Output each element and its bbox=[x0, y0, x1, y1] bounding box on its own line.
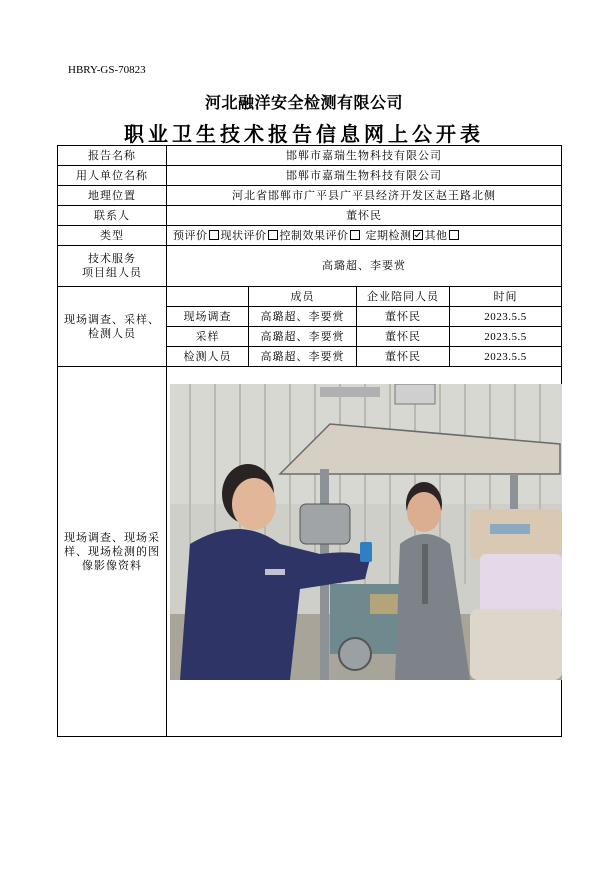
option-control-effect[interactable]: 控制效果评价 bbox=[280, 229, 362, 242]
checkbox-pre-evaluation[interactable] bbox=[209, 230, 219, 240]
type-options bbox=[167, 226, 562, 246]
survey-stage: 检测人员 bbox=[167, 347, 249, 367]
row-contact bbox=[58, 206, 562, 226]
checkbox-periodic-test-checked[interactable] bbox=[413, 230, 423, 240]
option-periodic-test[interactable]: 定期检测 bbox=[366, 229, 425, 242]
site-photo bbox=[170, 384, 562, 680]
row-employer bbox=[58, 166, 562, 186]
survey-escort: 董怀民 bbox=[357, 307, 450, 327]
survey-stage: 采样 bbox=[167, 327, 249, 347]
survey-date: 2023.5.5 bbox=[450, 327, 562, 347]
row-team bbox=[58, 246, 562, 287]
survey-header-row bbox=[58, 287, 562, 307]
checkbox-status-evaluation[interactable] bbox=[268, 230, 278, 240]
row-location bbox=[58, 186, 562, 206]
survey-col-members: 成员 bbox=[249, 287, 357, 307]
report-name-label: 报告名称 bbox=[58, 146, 167, 166]
survey-date: 2023.5.5 bbox=[450, 307, 562, 327]
photo-cell bbox=[167, 367, 562, 737]
survey-date: 2023.5.5 bbox=[450, 347, 562, 367]
type-label: 类型 bbox=[58, 226, 167, 246]
survey-members: 高璐超、李要赏 bbox=[249, 307, 357, 327]
survey-label: 现场调查、采样、检测人员 bbox=[58, 287, 167, 367]
survey-members: 高璐超、李要赏 bbox=[249, 347, 357, 367]
images-label: 现场调查、现场采样、现场检测的图像影像资料 bbox=[58, 367, 167, 737]
contact-label: 联系人 bbox=[58, 206, 167, 226]
disclosure-table bbox=[57, 145, 562, 737]
location-value: 河北省邯郸市广平县广平县经济开发区赵王路北侧 bbox=[167, 186, 562, 206]
survey-escort: 董怀民 bbox=[357, 327, 450, 347]
checkbox-control-effect[interactable] bbox=[350, 230, 360, 240]
report-name-value: 邯郸市嘉瑞生物科技有限公司 bbox=[167, 146, 562, 166]
team-value: 高璐超、李要赏 bbox=[167, 246, 562, 287]
survey-col-empty bbox=[167, 287, 249, 307]
survey-members: 高璐超、李要赏 bbox=[249, 327, 357, 347]
team-label-line2: 项目组人员 bbox=[82, 266, 142, 279]
row-images bbox=[58, 367, 562, 737]
location-label: 地理位置 bbox=[58, 186, 167, 206]
form-title: 职业卫生技术报告信息网上公开表 bbox=[124, 122, 484, 146]
employer-label: 用人单位名称 bbox=[58, 166, 167, 186]
team-label-line1: 技术服务 bbox=[88, 252, 136, 265]
company-name: 河北融洋安全检测有限公司 bbox=[204, 93, 403, 112]
row-report-name bbox=[58, 146, 562, 166]
survey-escort: 董怀民 bbox=[357, 347, 450, 367]
survey-stage: 现场调查 bbox=[167, 307, 249, 327]
option-status-evaluation[interactable]: 现状评价 bbox=[221, 229, 280, 242]
team-label bbox=[58, 246, 167, 287]
checkbox-other[interactable] bbox=[449, 230, 459, 240]
contact-value: 董怀民 bbox=[167, 206, 562, 226]
document-number: HBRY-GS-70823 bbox=[68, 64, 146, 76]
option-other[interactable]: 其他 bbox=[425, 229, 461, 242]
option-pre-evaluation[interactable]: 预评价 bbox=[173, 229, 221, 242]
survey-col-date: 时间 bbox=[450, 287, 562, 307]
row-type bbox=[58, 226, 562, 246]
survey-col-escort: 企业陪同人员 bbox=[357, 287, 450, 307]
employer-value: 邯郸市嘉瑞生物科技有限公司 bbox=[167, 166, 562, 186]
